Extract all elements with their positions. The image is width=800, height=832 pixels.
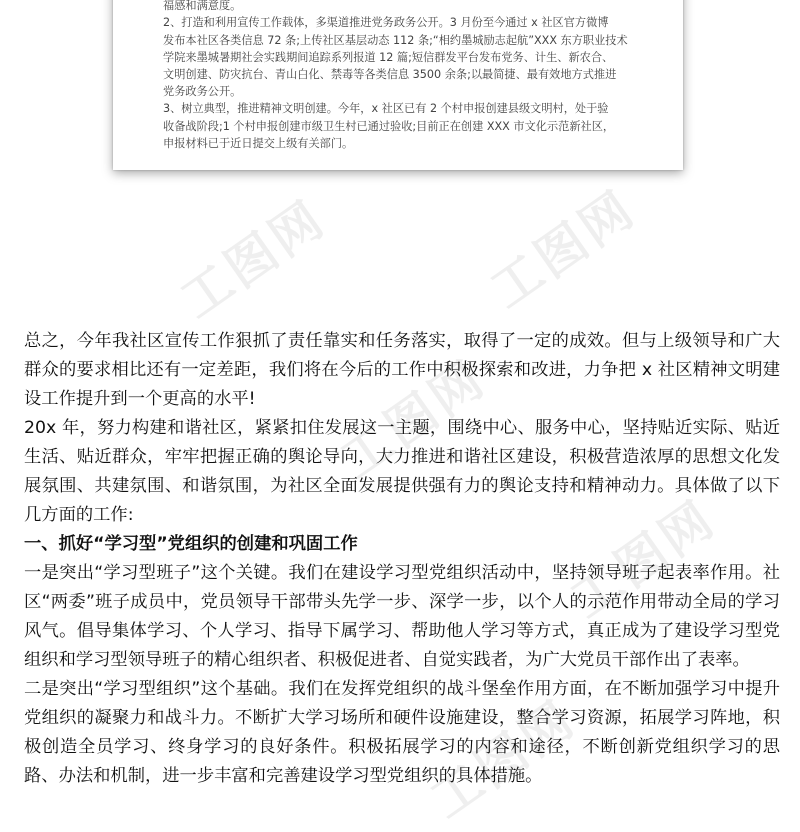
preview-line: 3、树立典型，推进精神文明创建。今年，x 社区已有 2 个村申报创建县级文明村，处于验	[163, 102, 609, 116]
preview-line: 文明创建、防灾抗台、青山白化、禁毒等各类信息 3500 余条;以最简捷、最有效地方式推进	[163, 68, 617, 82]
preview-line: 学院来墨城暑期社会实践期间追踪系列报道 12 篇;短信群发平台发布党务、计生、新农合、	[163, 50, 614, 64]
watermark: 工图网	[560, 489, 727, 630]
preview-text	[163, 0, 633, 152]
watermark: 工图网	[170, 189, 337, 330]
preview-line: 发布本社区各类信息 72 条;上传社区基层动态 112 条;“相约墨城励志起航”XXX 东方职业技术	[163, 33, 628, 47]
paragraph-point-one: 一是突出“学习型班子”这个关键。我们在建设学习型党组织活动中，坚持领导班子起表率作用。社区“两委”班子成员中，党员领导干部带头先学一步、深学一步，以个人的示范作用带动全局的学习风气。倡导集体学习、个人学习、指导下属学习、帮助他人学习等方式，真正成为了建设学习型党组织和学习型领导班子的精心组织者、积极促进者、自觉实践者，为广大党员干部作出了表率。	[24, 563, 780, 670]
section-heading: 一、抓好“学习型”党组织的创建和巩固工作	[24, 534, 358, 554]
paragraph-point-two: 二是突出“学习型组织”这个基础。我们在发挥党组织的战斗堡垒作用方面，在不断加强学习中提升党组织的凝聚力和战斗力。不断扩大学习场所和硬件设施建设，整合学习资源，拓展学习阵地，积极创造全员学习、终身学习的良好条件。积极拓展学习的内容和途径，不断创新党组织学习的思路、办法和机制，进一步丰富和完善建设学习型党组织的具体措施。	[24, 679, 780, 786]
document-preview-card	[113, 0, 683, 170]
watermark: 工图网	[420, 689, 587, 830]
paragraph-summary: 总之，今年我社区宣传工作狠抓了责任靠实和任务落实，取得了一定的成效。但与上级领导和广大群众的要求相比还有一定差距，我们将在今后的工作中积极探索和改进，力争把 x 社区精神文明建设工作提升到一个更高的水平!	[24, 331, 780, 409]
watermark: 工图网	[330, 349, 497, 490]
preview-line: 2、打造和利用宣传工作载体，多渠道推进党务政务公开。3 月份至今通过 x 社区官方微博	[163, 16, 609, 30]
preview-line: 收备战阶段;1 个村申报创建市级卫生村已通过验收;目前正在创建 XXX 市文化示范新社区，	[163, 119, 615, 133]
watermark: 工图网	[480, 179, 647, 320]
preview-line: 福感和满意度。	[163, 0, 242, 13]
preview-line: 党务政务公开。	[163, 85, 242, 99]
document-body	[24, 327, 780, 791]
paragraph-plan: 20x 年，努力构建和谐社区，紧紧扣住发展这一主题，围绕中心、服务中心，坚持贴近实际、贴近生活、贴近群众，牢牢把握正确的舆论导向，大力推进和谐社区建设，积极营造浓厚的思想文化发展氛围、共建氛围、和谐氛围，为社区全面发展提供强有力的舆论支持和精神动力。具体做了以下几方面的工作:	[24, 418, 780, 525]
preview-line: 申报材料已于近日提交上级有关部门。	[163, 136, 354, 150]
